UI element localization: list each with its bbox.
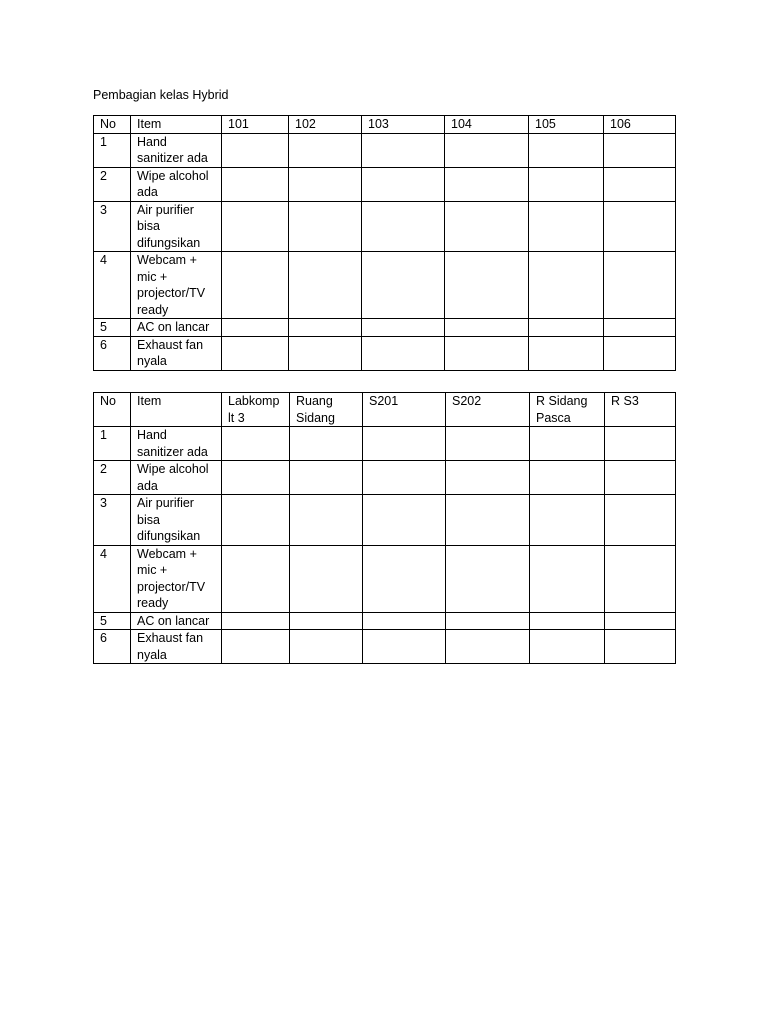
header-no: No: [94, 393, 131, 427]
row-no: 5: [94, 319, 131, 337]
header-room: 105: [529, 116, 604, 134]
header-room: S202: [446, 393, 530, 427]
check-cell[interactable]: [222, 612, 290, 630]
check-cell[interactable]: [605, 612, 676, 630]
check-cell[interactable]: [222, 133, 289, 167]
check-cell[interactable]: [363, 612, 446, 630]
row-item: Hand sanitizer ada: [131, 133, 222, 167]
check-cell[interactable]: [363, 427, 446, 461]
check-cell[interactable]: [446, 545, 530, 612]
check-cell[interactable]: [289, 336, 362, 370]
check-cell[interactable]: [605, 461, 676, 495]
check-cell[interactable]: [362, 133, 445, 167]
table-row: [94, 612, 676, 630]
check-cell[interactable]: [530, 461, 605, 495]
table-row: [94, 336, 676, 370]
header-room: 103: [362, 116, 445, 134]
header-room: Labkomp lt 3: [222, 393, 290, 427]
check-cell[interactable]: [222, 630, 290, 664]
row-item: Hand sanitizer ada: [131, 427, 222, 461]
check-cell[interactable]: [362, 201, 445, 252]
row-no: 6: [94, 336, 131, 370]
check-cell[interactable]: [362, 319, 445, 337]
check-cell[interactable]: [445, 319, 529, 337]
check-cell[interactable]: [446, 612, 530, 630]
check-cell[interactable]: [445, 252, 529, 319]
check-cell[interactable]: [222, 252, 289, 319]
row-no: 6: [94, 630, 131, 664]
check-cell[interactable]: [362, 252, 445, 319]
table-row: [94, 495, 676, 546]
check-cell[interactable]: [445, 167, 529, 201]
check-cell[interactable]: [446, 495, 530, 546]
header-room: 104: [445, 116, 529, 134]
header-item: Item: [131, 393, 222, 427]
table-row: [94, 427, 676, 461]
header-room: R S3: [605, 393, 676, 427]
check-cell[interactable]: [604, 319, 676, 337]
check-cell[interactable]: [604, 167, 676, 201]
check-cell[interactable]: [605, 495, 676, 546]
check-cell[interactable]: [222, 167, 289, 201]
check-cell[interactable]: [604, 133, 676, 167]
row-no: 4: [94, 252, 131, 319]
page-title: Pembagian kelas Hybrid: [93, 88, 229, 102]
check-cell[interactable]: [289, 252, 362, 319]
table-header-row: [94, 116, 676, 134]
row-no: 5: [94, 612, 131, 630]
header-no: No: [94, 116, 131, 134]
header-room: 101: [222, 116, 289, 134]
row-item: Exhaust fan nyala: [131, 336, 222, 370]
check-cell[interactable]: [363, 461, 446, 495]
row-item: Air purifier bisa difungsikan: [131, 201, 222, 252]
check-cell[interactable]: [222, 336, 289, 370]
check-cell[interactable]: [605, 427, 676, 461]
table-row: [94, 167, 676, 201]
check-cell[interactable]: [604, 201, 676, 252]
check-cell[interactable]: [290, 461, 363, 495]
check-cell[interactable]: [530, 495, 605, 546]
checklist-table-2: [93, 392, 676, 664]
row-item: AC on lancar: [131, 612, 222, 630]
header-room: 102: [289, 116, 362, 134]
check-cell[interactable]: [362, 167, 445, 201]
check-cell[interactable]: [530, 545, 605, 612]
check-cell[interactable]: [604, 252, 676, 319]
check-cell[interactable]: [289, 319, 362, 337]
check-cell[interactable]: [530, 427, 605, 461]
check-cell[interactable]: [222, 427, 290, 461]
check-cell[interactable]: [529, 167, 604, 201]
check-cell[interactable]: [363, 495, 446, 546]
row-item: Exhaust fan nyala: [131, 630, 222, 664]
check-cell[interactable]: [290, 427, 363, 461]
check-cell[interactable]: [222, 319, 289, 337]
row-item: Webcam + mic + projector/TV ready: [131, 545, 222, 612]
check-cell[interactable]: [446, 427, 530, 461]
header-room: S201: [363, 393, 446, 427]
row-no: 3: [94, 495, 131, 546]
row-no: 1: [94, 133, 131, 167]
check-cell[interactable]: [290, 495, 363, 546]
check-cell[interactable]: [289, 201, 362, 252]
check-cell[interactable]: [222, 201, 289, 252]
check-cell[interactable]: [604, 336, 676, 370]
table-row: [94, 545, 676, 612]
row-item: AC on lancar: [131, 319, 222, 337]
header-room: R Sidang Pasca: [530, 393, 605, 427]
table-header-row: [94, 393, 676, 427]
check-cell[interactable]: [529, 336, 604, 370]
check-cell[interactable]: [222, 461, 290, 495]
checklist-table-1: [93, 115, 676, 371]
table-row: [94, 319, 676, 337]
table-row: [94, 630, 676, 664]
check-cell[interactable]: [363, 545, 446, 612]
header-item: Item: [131, 116, 222, 134]
check-cell[interactable]: [222, 495, 290, 546]
check-cell[interactable]: [446, 461, 530, 495]
table-row: [94, 252, 676, 319]
check-cell[interactable]: [529, 319, 604, 337]
check-cell[interactable]: [290, 545, 363, 612]
row-no: 3: [94, 201, 131, 252]
check-cell[interactable]: [362, 336, 445, 370]
check-cell[interactable]: [445, 336, 529, 370]
check-cell[interactable]: [605, 630, 676, 664]
check-cell[interactable]: [290, 612, 363, 630]
check-cell[interactable]: [289, 133, 362, 167]
row-no: 1: [94, 427, 131, 461]
row-item: Air purifier bisa difungsikan: [131, 495, 222, 546]
row-item: Wipe alcohol ada: [131, 167, 222, 201]
row-no: 2: [94, 167, 131, 201]
check-cell[interactable]: [222, 545, 290, 612]
row-no: 4: [94, 545, 131, 612]
check-cell[interactable]: [445, 133, 529, 167]
check-cell[interactable]: [446, 630, 530, 664]
header-room: 106: [604, 116, 676, 134]
table-row: [94, 201, 676, 252]
row-no: 2: [94, 461, 131, 495]
header-room: Ruang Sidang: [290, 393, 363, 427]
check-cell[interactable]: [529, 133, 604, 167]
table-row: [94, 133, 676, 167]
check-cell[interactable]: [289, 167, 362, 201]
check-cell[interactable]: [363, 630, 446, 664]
row-item: Wipe alcohol ada: [131, 461, 222, 495]
check-cell[interactable]: [530, 630, 605, 664]
table-row: [94, 461, 676, 495]
check-cell[interactable]: [445, 201, 529, 252]
check-cell[interactable]: [530, 612, 605, 630]
check-cell[interactable]: [605, 545, 676, 612]
check-cell[interactable]: [290, 630, 363, 664]
row-item: Webcam + mic + projector/TV ready: [131, 252, 222, 319]
check-cell[interactable]: [529, 201, 604, 252]
check-cell[interactable]: [529, 252, 604, 319]
